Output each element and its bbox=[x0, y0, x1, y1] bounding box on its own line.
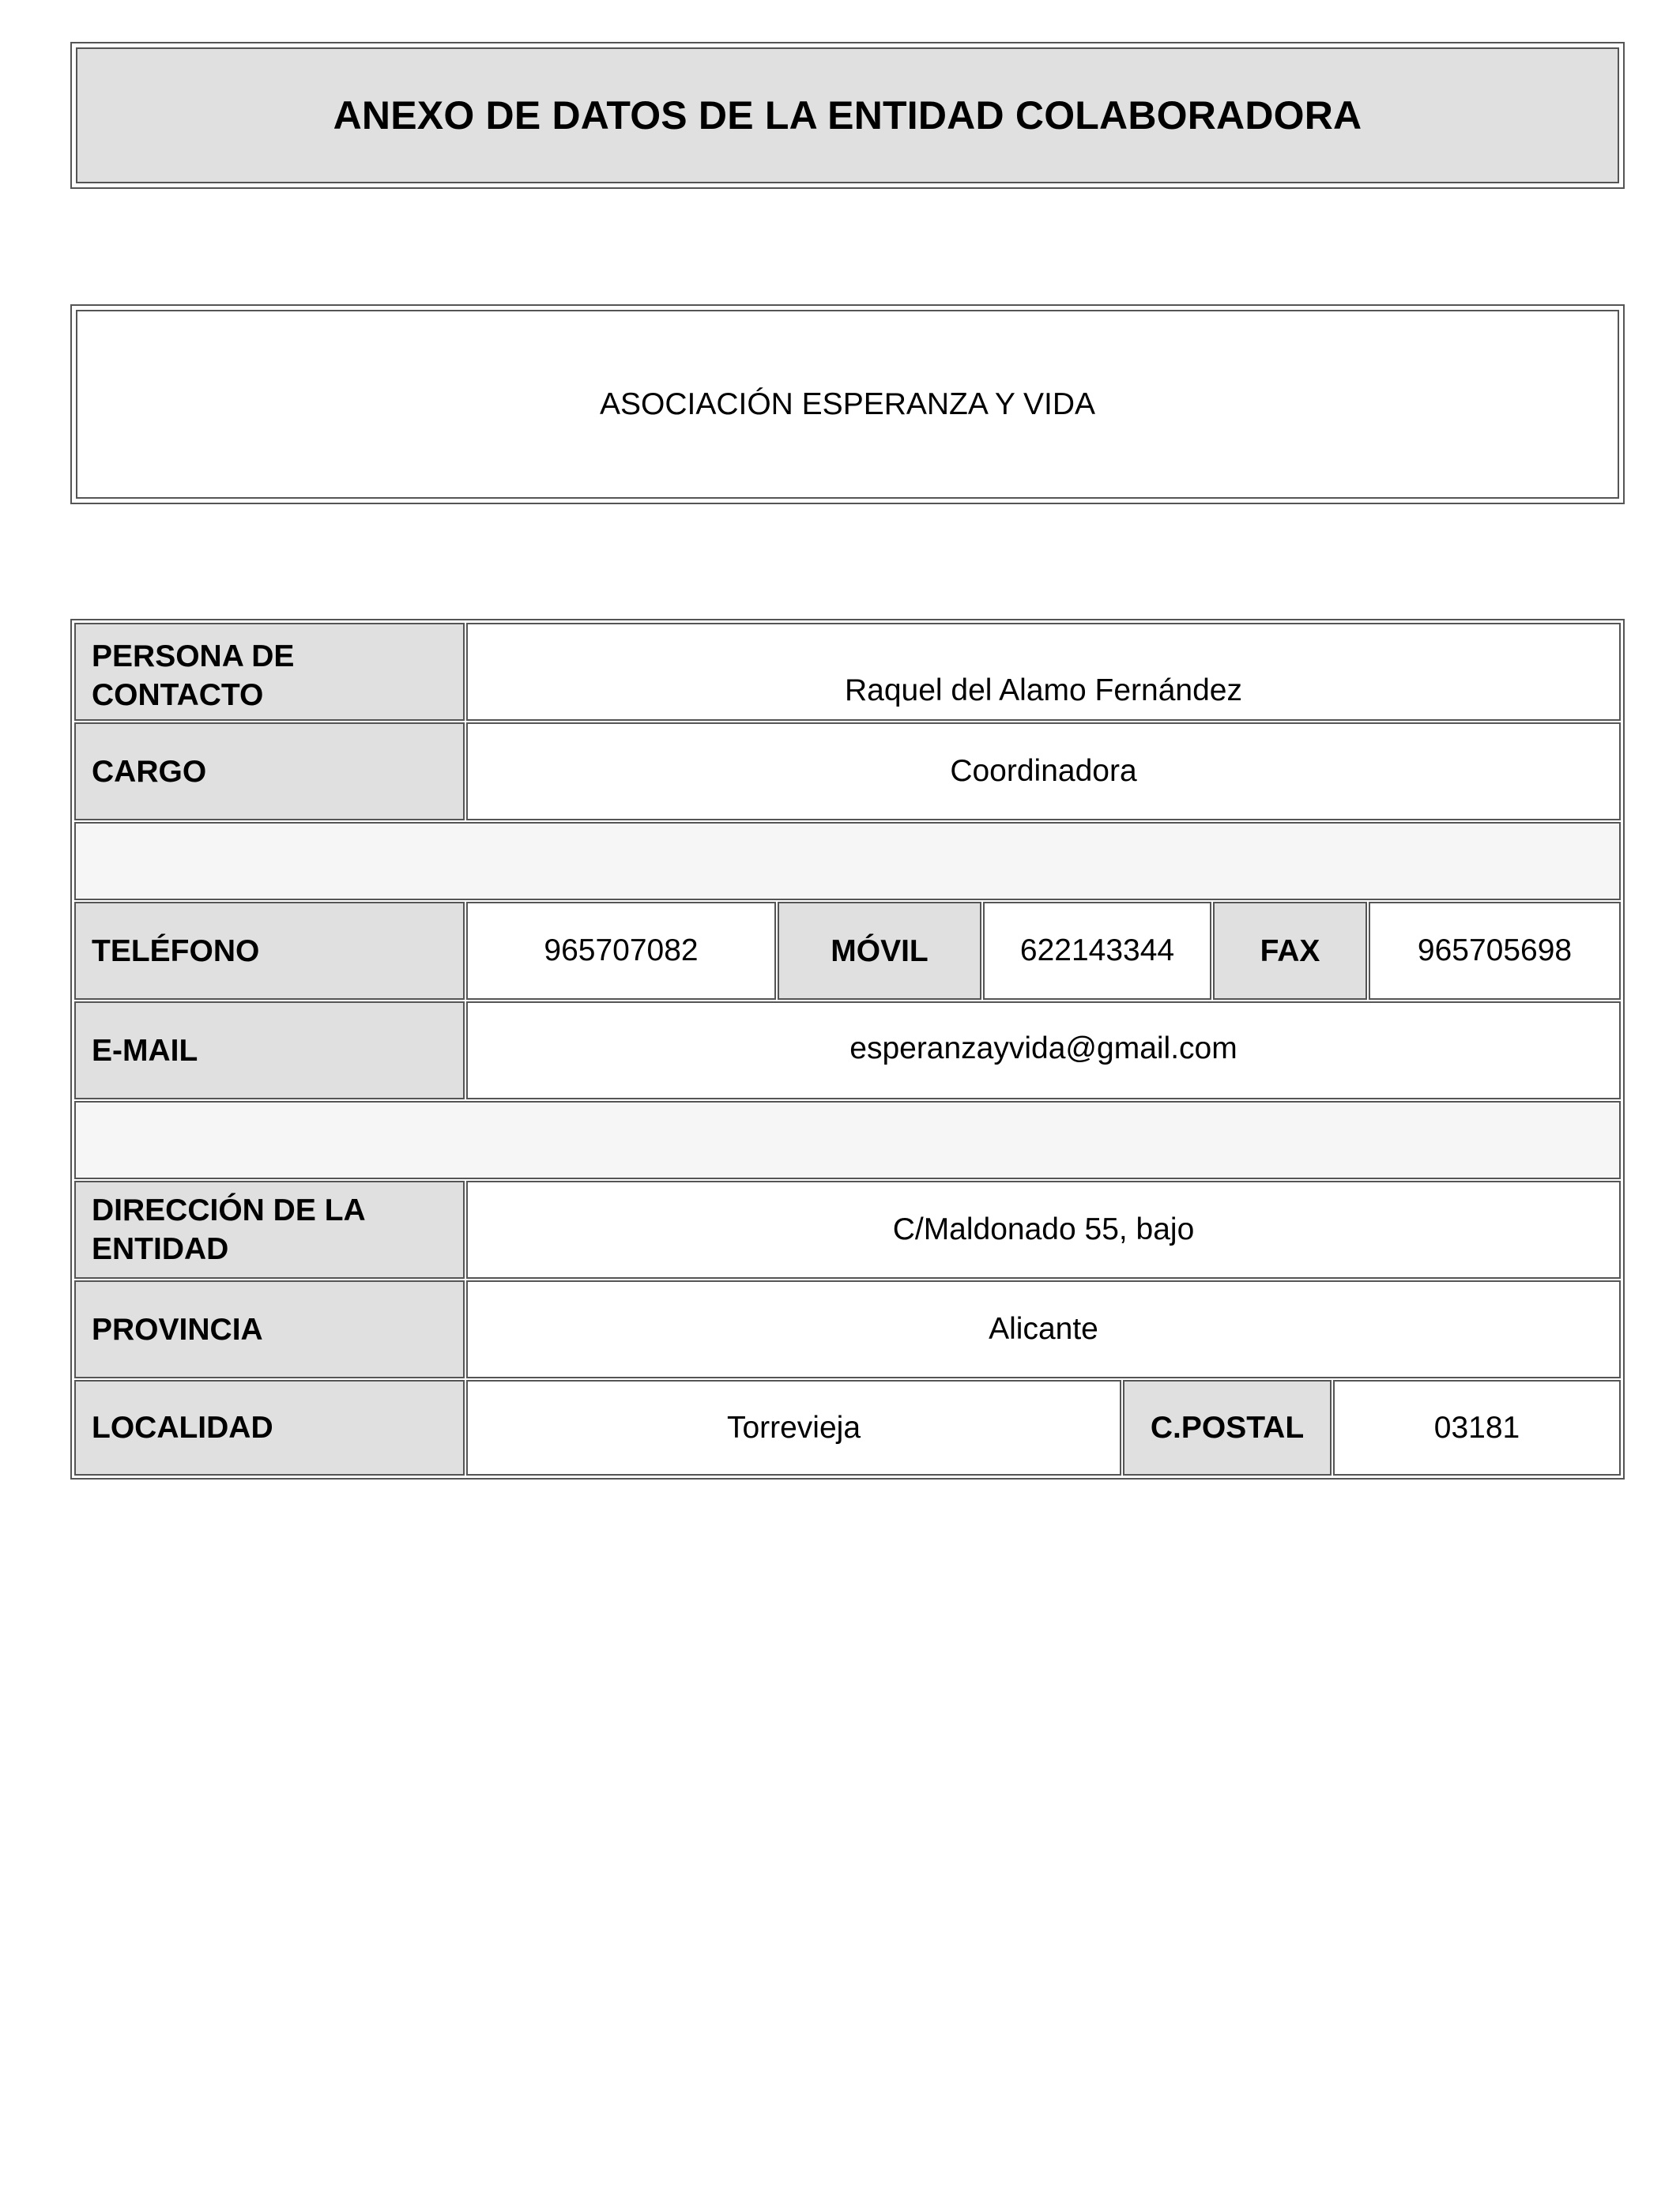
persona-contacto-value-text: Raquel del Alamo Fernández bbox=[845, 673, 1242, 707]
cargo-value bbox=[466, 722, 1621, 820]
provincia-value-text: Alicante bbox=[989, 1312, 1098, 1346]
contact-data-table bbox=[70, 619, 1625, 1480]
cargo-value-text: Coordinadora bbox=[950, 754, 1137, 788]
fax-value-text: 965705698 bbox=[1417, 933, 1573, 967]
provincia-value bbox=[466, 1280, 1621, 1378]
localidad-value-text: Torrevieja bbox=[726, 1410, 861, 1445]
direccion-value bbox=[466, 1181, 1621, 1279]
spacer-row bbox=[74, 822, 1621, 900]
cargo-label-text: CARGO bbox=[92, 754, 207, 789]
persona-contacto-label bbox=[74, 623, 465, 721]
fax-value bbox=[1369, 902, 1621, 1000]
cpostal-label bbox=[1123, 1380, 1332, 1476]
movil-label-text: MÓVIL bbox=[831, 933, 929, 968]
telefono-value-text: 965707082 bbox=[544, 933, 699, 967]
entity-box bbox=[70, 304, 1625, 504]
movil-value-text: 622143344 bbox=[1019, 933, 1175, 967]
direccion-label bbox=[74, 1181, 465, 1279]
document-title: ANEXO DE DATOS DE LA ENTIDAD COLABORADORA bbox=[333, 93, 1362, 138]
telefono-label-text: TELÉFONO bbox=[92, 933, 260, 968]
telefono-value bbox=[466, 902, 776, 1000]
email-label bbox=[74, 1001, 465, 1099]
fax-label-text: FAX bbox=[1260, 933, 1320, 968]
title-box-inner bbox=[76, 47, 1619, 183]
fax-label bbox=[1213, 902, 1367, 1000]
localidad-value bbox=[466, 1380, 1121, 1476]
cpostal-value-text: 03181 bbox=[1433, 1410, 1520, 1445]
cargo-label bbox=[74, 722, 465, 820]
direccion-label-text: DIRECCIÓN DE LA ENTIDAD bbox=[92, 1193, 365, 1266]
provincia-label-text: PROVINCIA bbox=[92, 1312, 263, 1347]
entity-name: ASOCIACIÓN ESPERANZA Y VIDA bbox=[599, 386, 1096, 421]
spacer-row bbox=[74, 1101, 1621, 1179]
telefono-label bbox=[74, 902, 465, 1000]
email-label-text: E-MAIL bbox=[92, 1033, 198, 1068]
title-box bbox=[70, 42, 1625, 189]
entity-box-inner bbox=[76, 310, 1619, 499]
movil-value bbox=[983, 902, 1211, 1000]
movil-label bbox=[778, 902, 981, 1000]
email-value-text: esperanzayvida@gmail.com bbox=[849, 1031, 1237, 1065]
localidad-label-text: LOCALIDAD bbox=[92, 1411, 273, 1445]
localidad-label bbox=[74, 1380, 465, 1476]
direccion-value-text: C/Maldonado 55, bajo bbox=[892, 1212, 1195, 1246]
cpostal-label-text: C.POSTAL bbox=[1150, 1411, 1305, 1445]
cpostal-value bbox=[1333, 1380, 1621, 1476]
email-value bbox=[466, 1001, 1621, 1099]
provincia-label bbox=[74, 1280, 465, 1378]
persona-contacto-label-text: PERSONA DE CONTACTO bbox=[92, 639, 295, 712]
persona-contacto-value bbox=[466, 623, 1621, 721]
